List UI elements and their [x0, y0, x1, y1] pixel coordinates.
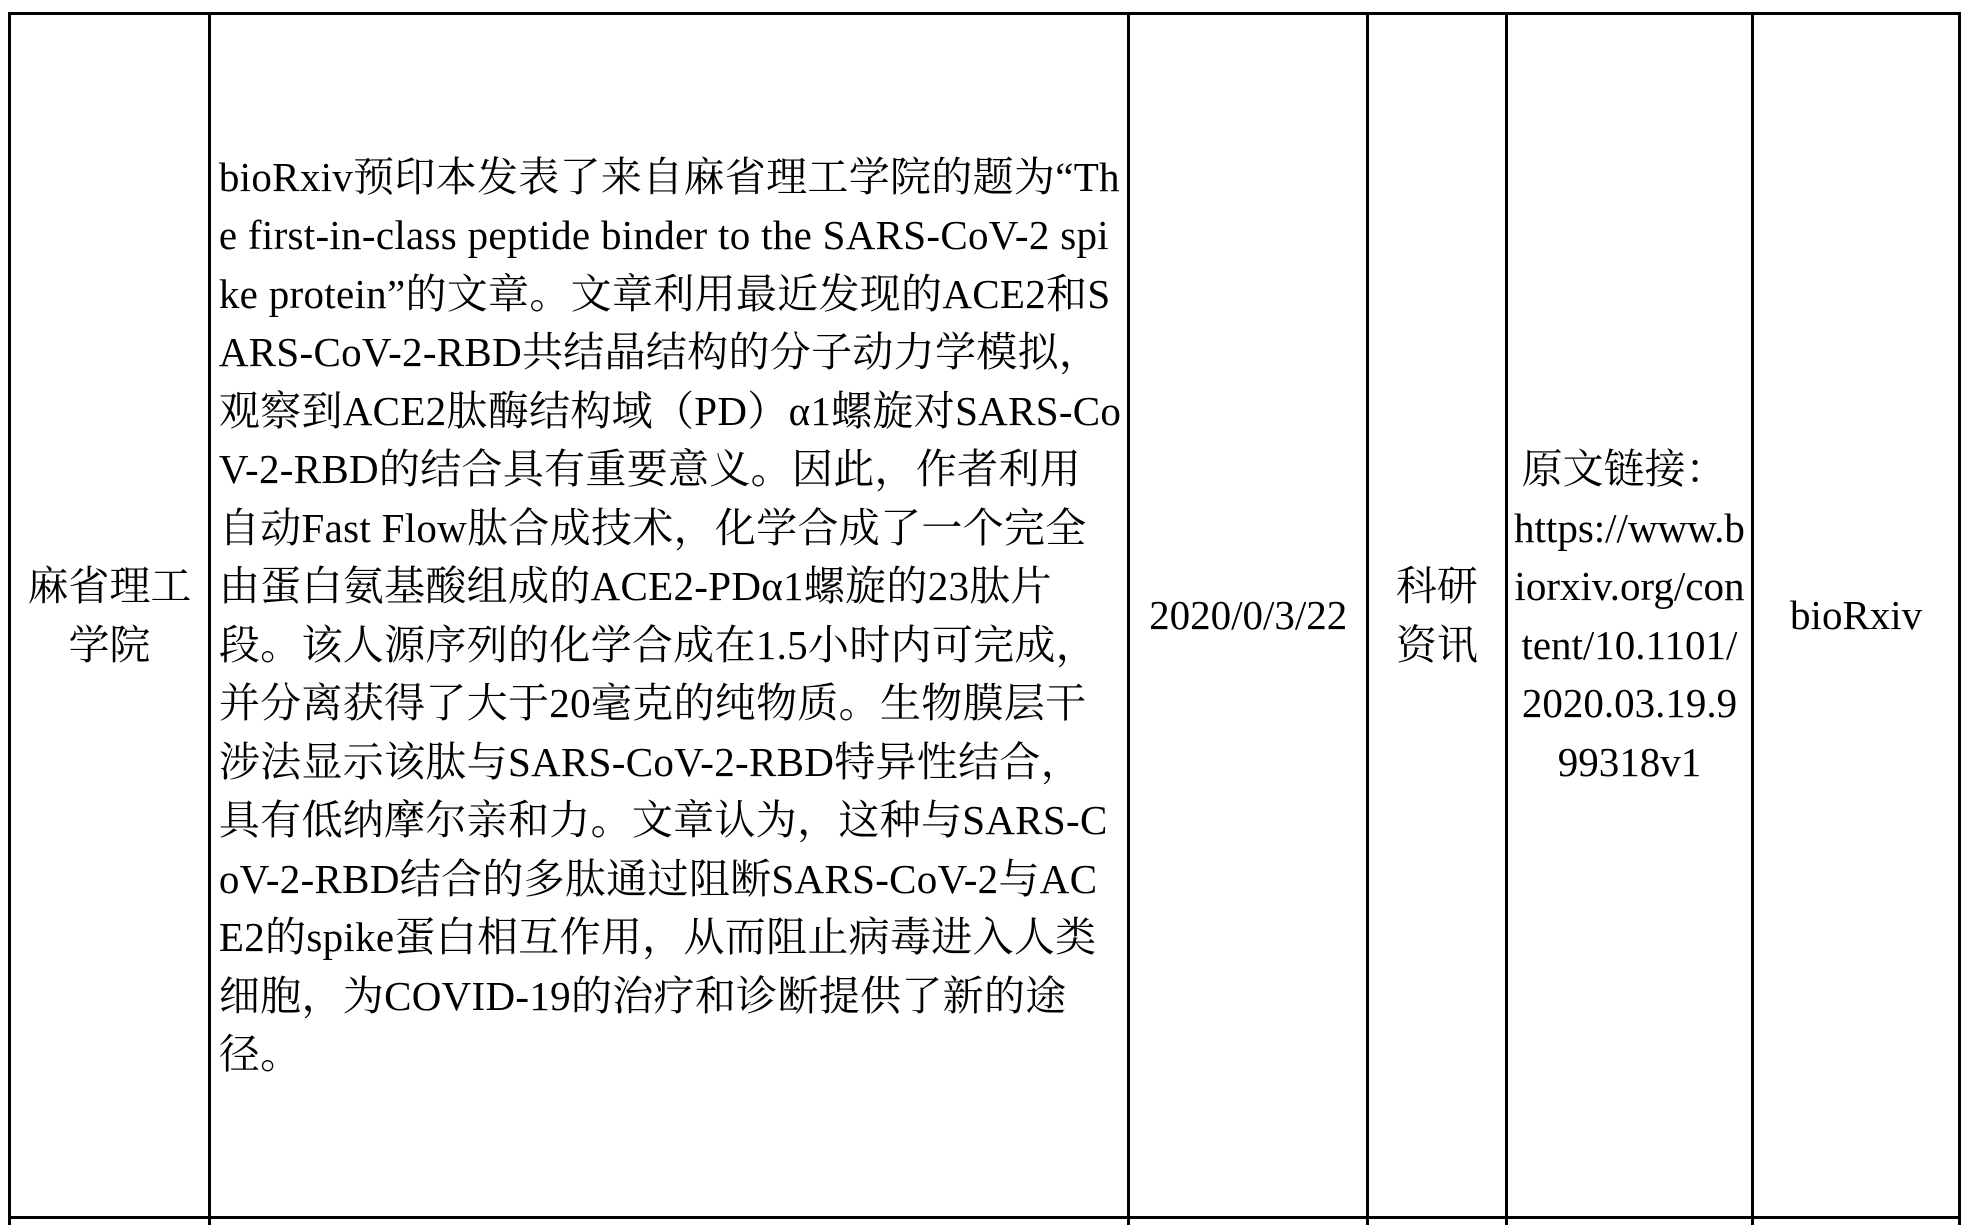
- empty-cell: [1368, 1218, 1507, 1225]
- table-row-partial: [10, 1218, 1960, 1225]
- organization-text: 麻省理工学院: [27, 563, 192, 668]
- empty-cell: [10, 1218, 210, 1225]
- source-text: bioRxiv: [1790, 592, 1923, 639]
- date-text: 2020/0/3/22: [1149, 592, 1348, 639]
- news-table: [8, 12, 1961, 1225]
- empty-cell: [1129, 1218, 1368, 1225]
- table-row: [10, 14, 1960, 1218]
- link-label: 原文链接：: [1521, 446, 1727, 492]
- link-cell: [1506, 14, 1753, 1218]
- summary-text: bioRxiv预印本发表了来自麻省理工学院的题为“The first-in-class peptide binder to the SARS-CoV-2 spike protein”的文章。文章利用最近发现的ACE2和SARS-CoV-2-RBD共结晶结构的分子动力学模拟，观察到ACE2肽酶结构域（PD）α1螺旋对SARS-CoV-2-RBD的结合具有重要意义。因此，作者利用自动Fast Flow肽合成技术，化学合成了一个完全由蛋白氨基酸组成的ACE2-PDα1螺旋的23肽片段。该人源序列的化学合成在1.5小时内可完成，并分离获得了大于20毫克的纯物质。生物膜层干涉法显示该肽与SARS-CoV-2-RBD特异性结合，具有低纳摩尔亲和力。文章认为，这种与SARS-CoV-2-RBD结合的多肽通过阻断SARS-CoV-2与ACE2的spike蛋白相互作用，从而阻止病毒进入人类细胞，为COVID-19的治疗和诊断提供了新的途径。: [218, 153, 1122, 1077]
- link-url[interactable]: https://www.biorxiv.org/content/10.1101/2020.03.19.999318v1: [1514, 504, 1745, 785]
- category-text: 科研资讯: [1395, 563, 1478, 668]
- empty-cell: [209, 1218, 1128, 1225]
- source-cell: [1753, 14, 1960, 1218]
- summary-cell: [209, 14, 1128, 1218]
- empty-cell: [1753, 1218, 1960, 1225]
- date-cell: [1129, 14, 1368, 1218]
- empty-cell: [1506, 1218, 1753, 1225]
- organization-cell: [10, 14, 210, 1218]
- category-cell: [1368, 14, 1507, 1218]
- link-block: [1508, 440, 1752, 791]
